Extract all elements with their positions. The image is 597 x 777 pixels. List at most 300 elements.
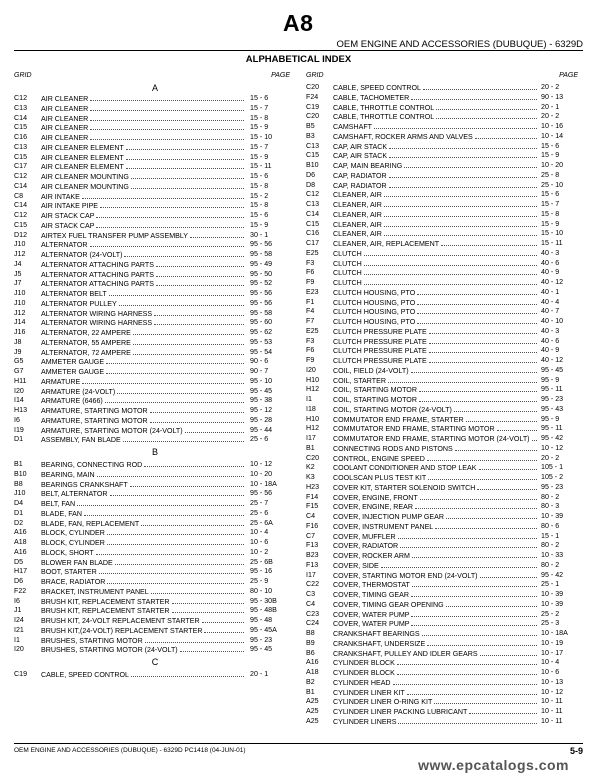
index-entry <box>306 717 584 727</box>
grid-ref: C4 <box>306 512 316 520</box>
entry-description: AMMETER GAUGE <box>41 358 105 367</box>
entry-description: COVER, TIMING GEAR <box>333 591 409 599</box>
index-entry <box>306 385 584 395</box>
page-ref: 10 - 4 <box>250 528 269 537</box>
index-entry <box>14 435 296 445</box>
index-entry <box>14 387 296 397</box>
index-entry <box>306 376 584 386</box>
entry-description: ALTERNATOR WIRING HARNESS <box>41 309 153 318</box>
entry-description-wrap <box>333 327 539 337</box>
dot-leader <box>412 580 537 587</box>
dot-leader <box>204 626 244 633</box>
entry-description-wrap <box>333 346 539 356</box>
grid-column-label: GRID <box>14 72 32 79</box>
dot-leader <box>429 346 537 353</box>
index-entry <box>306 697 584 707</box>
grid-ref: C8 <box>14 191 24 200</box>
entry-description-wrap <box>41 279 246 289</box>
entry-description-wrap <box>41 240 246 250</box>
page-ref: 10 - 33 <box>541 551 564 559</box>
grid-ref: C12 <box>14 94 28 102</box>
page-ref: 25 - 6 <box>250 508 269 517</box>
grid-ref: J7 <box>14 279 22 288</box>
index-entry <box>306 619 584 629</box>
entry-description: COVER, MUFFLER <box>333 532 396 541</box>
grid-ref: H23 <box>306 482 320 491</box>
entry-description: AMMETER GAUGE <box>41 368 105 376</box>
index-entry <box>306 268 584 278</box>
entry-description: COVER, WATER PUMP <box>333 610 410 619</box>
dot-leader <box>172 606 244 613</box>
entry-description-wrap <box>41 318 246 328</box>
dot-leader <box>109 289 244 296</box>
page-ref: 30 - 1 <box>250 230 269 239</box>
grid-ref: C13 <box>14 103 28 112</box>
index-entry <box>306 415 584 425</box>
entry-description: BLOCK, SHORT <box>41 548 94 557</box>
entry-description-wrap <box>41 133 246 143</box>
index-entry <box>14 133 296 143</box>
index-entry <box>306 405 584 415</box>
entry-description: ALTERNATOR, 55 AMPERE <box>41 338 131 347</box>
grid-ref: D5 <box>14 557 24 566</box>
entry-description: ALTERNATOR, 72 AMPERE <box>41 348 131 357</box>
entry-description-wrap <box>41 377 246 387</box>
index-entry <box>306 707 584 717</box>
page-ref: 95 - 49 <box>250 259 273 268</box>
dot-leader <box>133 338 244 345</box>
entry-description: COMMUTATOR END FRAME, STARTER <box>333 415 464 424</box>
dot-leader <box>202 616 244 623</box>
index-entry <box>14 597 296 607</box>
entry-description: AIR STACK CAP <box>41 212 95 220</box>
grid-ref: B3 <box>306 131 315 140</box>
grid-ref: G5 <box>14 357 24 366</box>
index-entry <box>306 249 584 259</box>
grid-ref: C14 <box>14 201 28 210</box>
entry-description: COVER, SIDE <box>333 561 379 570</box>
entry-description-wrap <box>41 299 246 309</box>
index-entry <box>14 182 296 192</box>
grid-ref: A16 <box>306 658 319 667</box>
dot-leader <box>172 597 244 604</box>
grid-ref: C23 <box>306 609 320 618</box>
page-ref: 105 - 1 <box>541 463 564 472</box>
dot-leader <box>130 480 244 487</box>
index-entry <box>14 328 296 338</box>
section-title: OEM ENGINE AND ACCESSORIES (DUBUQUE) - 6329D <box>336 39 583 50</box>
entry-description: BLADE, FAN, REPLACEMENT <box>41 519 140 528</box>
entry-description: COVER, ENGINE, REAR <box>333 503 414 512</box>
index-entry <box>14 279 296 289</box>
dot-leader <box>180 645 244 652</box>
entry-description: COVER, INSTRUMENT PANEL <box>333 522 434 531</box>
entry-description-wrap <box>333 181 539 191</box>
page-ref: 95 - 53 <box>250 337 273 346</box>
entry-description-wrap <box>333 385 539 395</box>
page-ref: 95 - 50 <box>250 269 273 278</box>
index-column-right <box>306 72 584 727</box>
page-ref: 10 - 11 <box>541 697 563 706</box>
index-entry <box>306 571 584 581</box>
dot-leader <box>429 337 537 344</box>
grid-ref: I6 <box>14 415 20 424</box>
page-ref: 15 - 11 <box>250 162 272 171</box>
index-entry <box>306 229 584 239</box>
entry-description-wrap <box>41 626 246 636</box>
dot-leader <box>107 577 244 584</box>
entry-description-wrap <box>333 190 539 200</box>
entry-description-wrap <box>333 278 539 288</box>
entry-description-wrap <box>41 636 246 646</box>
index-entry <box>14 104 296 114</box>
index-entry <box>306 200 584 210</box>
grid-ref: C15 <box>14 220 28 229</box>
page-column-label: PAGE <box>271 72 290 79</box>
page-ref: 15 - 8 <box>250 201 269 210</box>
page-ref: 95 - 23 <box>250 635 273 644</box>
grid-ref: J10 <box>14 240 26 249</box>
entry-description-wrap <box>41 406 246 416</box>
entry-description: CYLINDER HEAD <box>333 678 391 687</box>
page-ref: 95 - 38 <box>250 396 273 405</box>
page-ref: 15 - 6 <box>250 94 269 102</box>
entry-description-wrap <box>333 132 539 142</box>
grid-ref: B8 <box>306 629 315 637</box>
grid-ref: D6 <box>14 577 24 585</box>
grid-ref: F22 <box>14 586 27 595</box>
grid-ref: E25 <box>306 248 319 257</box>
entry-description: AIR STACK CAP <box>41 221 95 230</box>
page-ref: 95 - 23 <box>541 482 564 491</box>
entry-description-wrap <box>41 538 246 548</box>
grid-ref: F13 <box>306 560 319 569</box>
entry-description-wrap <box>41 143 246 153</box>
entry-description: CLUTCH PRESSURE PLATE <box>333 357 427 365</box>
entry-description-wrap <box>333 434 539 444</box>
grid-ref: C20 <box>306 453 320 462</box>
grid-ref: B2 <box>306 677 315 686</box>
section-letter: B <box>151 447 158 457</box>
index-entry <box>306 317 584 327</box>
grid-ref: F24 <box>306 92 319 101</box>
entry-description-wrap <box>41 587 246 597</box>
entry-description-wrap <box>333 395 539 405</box>
page-ref: 10 - 20 <box>250 469 273 478</box>
entry-description: CRANKSHAFT BEARINGS <box>333 630 420 638</box>
index-entry <box>306 395 584 405</box>
page-ref: 20 - 2 <box>541 112 560 121</box>
grid-ref: F3 <box>306 336 315 345</box>
page-ref: 95 - 23 <box>541 395 564 403</box>
index-entry <box>306 307 584 317</box>
entry-description: COOLANT CONDITIONER AND STOP LEAK <box>333 464 477 473</box>
index-entry <box>14 606 296 616</box>
grid-ref: I20 <box>14 645 24 654</box>
grid-ref: K2 <box>306 463 315 472</box>
entry-description-wrap <box>41 548 246 558</box>
grid-ref: J10 <box>14 289 26 297</box>
page-ref: 80 - 2 <box>541 560 560 569</box>
grid-ref: I1 <box>14 635 20 644</box>
grid-ref: C15 <box>14 123 28 132</box>
entry-description: ALTERNATOR BELT <box>41 290 107 298</box>
page-ref: 10 - 39 <box>541 590 564 598</box>
entry-description: CAMSHAFT <box>333 123 373 131</box>
page-ref: 95 - 12 <box>250 406 273 414</box>
entry-description-wrap <box>41 519 246 529</box>
entry-description: COIL, STARTING MOTOR <box>333 386 417 395</box>
grid-ref: H17 <box>14 567 28 576</box>
dot-leader <box>441 239 537 246</box>
entry-description-wrap <box>41 558 246 568</box>
entry-description-wrap <box>41 348 246 358</box>
page-ref: 15 - 11 <box>541 239 563 247</box>
dot-leader <box>384 229 537 236</box>
entry-description: AIR CLEANER <box>41 134 89 142</box>
grid-ref: C17 <box>14 162 28 171</box>
entry-description: COOLSCAN PLUS TEST KIT <box>333 474 427 482</box>
index-entry <box>306 483 584 493</box>
entry-description-wrap <box>333 512 539 522</box>
entry-description-wrap <box>333 444 539 454</box>
dot-leader <box>435 522 537 529</box>
entry-description-wrap <box>333 502 539 512</box>
page-ref: 25 - 7 <box>250 499 269 507</box>
grid-ref: C15 <box>306 151 320 160</box>
index-entry <box>14 416 296 426</box>
grid-ref: A18 <box>306 668 319 676</box>
index-entry <box>14 114 296 124</box>
index-entry <box>306 600 584 610</box>
dot-leader <box>427 454 537 461</box>
dot-leader <box>107 528 244 535</box>
dot-leader <box>124 250 244 257</box>
index-entry <box>306 122 584 132</box>
index-entry <box>14 480 296 490</box>
page-ref: 10 - 18A <box>250 479 277 488</box>
dot-leader <box>150 416 244 423</box>
entry-description: COVER, ENGINE, FRONT <box>333 493 418 502</box>
dot-leader <box>90 123 244 130</box>
page-ref: 95 - 48 <box>250 616 273 624</box>
grid-ref: C13 <box>306 141 320 150</box>
entry-description-wrap <box>333 93 539 103</box>
entry-description: CRANKSHAFT, UNDERSIZE <box>333 639 426 648</box>
entry-description: CABLE, THROTTLE CONTROL <box>333 113 435 122</box>
grid-ref: H10 <box>306 375 320 384</box>
dot-leader <box>96 548 244 555</box>
entry-description-wrap <box>41 597 246 607</box>
entry-description: BRACKET, INSTRUMENT PANEL <box>41 587 149 596</box>
dot-leader <box>126 153 244 160</box>
grid-ref: A18 <box>14 538 27 546</box>
page-ref: 95 - 62 <box>250 328 273 336</box>
index-entry <box>306 668 584 678</box>
page-column-label: PAGE <box>559 72 578 79</box>
entry-description: CAP, MAIN BEARING <box>333 162 403 170</box>
index-entry <box>14 299 296 309</box>
entry-description: BEARINGS CRANKSHAFT <box>41 480 128 489</box>
entry-description: ALTERNATOR ATTACHING PARTS <box>41 270 154 279</box>
entry-description-wrap <box>333 337 539 347</box>
page-ref: 15 - 10 <box>250 133 273 141</box>
index-entry <box>14 270 296 280</box>
entry-description: CLUTCH HOUSING, PTO <box>333 308 416 317</box>
dot-leader <box>82 192 244 199</box>
entry-description-wrap <box>41 162 246 172</box>
dot-leader <box>480 571 537 578</box>
index-entry <box>306 434 584 444</box>
grid-ref: J5 <box>14 269 22 278</box>
entry-description-wrap <box>333 405 539 415</box>
entry-description: COMMUTATOR END FRAME, STARTING MOTOR <box>333 425 495 434</box>
index-column-left <box>14 72 296 680</box>
entry-description-wrap <box>41 645 246 655</box>
entry-description-wrap <box>333 103 539 113</box>
index-entry <box>14 489 296 499</box>
index-entry <box>306 327 584 337</box>
page-ref: 10 - 12 <box>541 687 564 696</box>
page-ref: 95 - 42 <box>541 434 564 442</box>
grid-ref: D8 <box>306 180 316 189</box>
grid-ref: I17 <box>306 434 316 442</box>
grid-ref: I14 <box>14 396 24 405</box>
index-entry <box>14 577 296 587</box>
index-entry <box>14 406 296 416</box>
entry-description: BRUSHES, STARTING MOTOR <box>41 636 143 645</box>
dot-leader <box>99 567 244 574</box>
entry-description: CLUTCH <box>333 269 362 278</box>
entry-description-wrap <box>41 104 246 114</box>
entry-description-wrap <box>333 249 539 259</box>
dot-leader <box>417 298 537 305</box>
entry-description: AIR INTAKE PIPE <box>41 202 99 211</box>
dot-leader <box>133 348 244 355</box>
dot-leader <box>436 103 537 110</box>
entry-description-wrap <box>41 489 246 499</box>
page-ref: 95 - 48B <box>250 606 277 615</box>
grid-ref: D2 <box>14 518 24 527</box>
dot-leader <box>97 470 244 477</box>
entry-description: CABLE, THROTTLE CONTROL <box>333 103 435 112</box>
index-entry <box>306 473 584 483</box>
index-entry <box>306 561 584 571</box>
page-ref: 15 - 7 <box>250 142 269 151</box>
page-ref: 10 - 20 <box>541 161 564 169</box>
grid-ref: J10 <box>14 298 26 307</box>
entry-description: AIR CLEANER <box>41 114 89 123</box>
dot-leader <box>480 649 537 656</box>
dot-leader <box>411 610 537 617</box>
page-ref: 10 - 16 <box>541 122 564 130</box>
page-ref: 15 - 8 <box>541 209 560 218</box>
dot-leader <box>156 260 244 267</box>
dot-leader <box>417 307 537 314</box>
index-entry <box>306 532 584 542</box>
entry-description-wrap <box>333 151 539 161</box>
grid-ref: I1 <box>306 395 312 403</box>
entry-description-wrap <box>41 250 246 260</box>
grid-ref: C24 <box>306 619 320 628</box>
entry-description: CLEANER, AIR <box>333 220 382 229</box>
dot-leader <box>455 444 537 451</box>
entry-description-wrap <box>333 454 539 464</box>
dot-leader <box>389 171 537 178</box>
dot-leader <box>364 278 537 285</box>
dot-leader <box>115 558 244 565</box>
entry-description: CLEANER, AIR <box>333 191 382 200</box>
page-ref: 95 - 60 <box>250 318 273 327</box>
grid-ref: C4 <box>306 599 316 608</box>
dot-leader <box>119 299 244 306</box>
index-entry <box>14 636 296 646</box>
entry-description-wrap <box>333 483 539 493</box>
page-ref: 25 - 9 <box>250 577 269 585</box>
entry-description-wrap <box>41 470 246 480</box>
dot-leader <box>106 357 244 364</box>
entry-description-wrap <box>333 649 539 659</box>
dot-leader <box>90 240 244 247</box>
page-ref: 25 - 6A <box>250 518 273 527</box>
grid-ref: H13 <box>14 406 28 414</box>
dot-leader <box>398 717 537 724</box>
index-entry <box>14 377 296 387</box>
entry-description: CLUTCH PRESSURE PLATE <box>333 337 427 346</box>
index-entry <box>14 470 296 480</box>
entry-description-wrap <box>333 493 539 503</box>
entry-description-wrap <box>333 590 539 600</box>
grid-ref: D6 <box>306 170 316 179</box>
dot-leader <box>131 182 244 189</box>
dot-leader <box>429 356 537 363</box>
column-header <box>306 72 584 83</box>
entry-description-wrap <box>333 376 539 386</box>
dot-leader <box>141 519 244 526</box>
dot-leader <box>434 697 537 704</box>
grid-ref: H12 <box>306 385 320 394</box>
entry-description: CLEANER, AIR <box>333 210 382 219</box>
dot-leader <box>131 670 244 677</box>
entry-description: COVER, INJECTION PUMP GEAR <box>333 513 445 521</box>
dot-leader <box>397 658 537 665</box>
grid-ref: B23 <box>306 551 319 559</box>
entry-description-wrap <box>41 426 246 436</box>
section-letter: A <box>151 83 158 93</box>
dot-leader <box>388 376 537 383</box>
page-ref: 40 - 7 <box>541 307 560 316</box>
grid-ref: G7 <box>14 367 24 375</box>
grid-ref: J10 <box>14 489 26 498</box>
page-ref: 95 - 11 <box>541 424 563 433</box>
dot-leader <box>422 629 537 636</box>
index-entry <box>306 522 584 532</box>
index-entry <box>14 670 296 680</box>
entry-description-wrap <box>41 616 246 626</box>
entry-description: ARMATURE, STARTING MOTOR (24-VOLT) <box>41 426 183 435</box>
entry-description-wrap <box>333 463 539 473</box>
page-ref: 10 - 19 <box>541 638 564 647</box>
page-ref: 15 - 6 <box>541 141 560 150</box>
entry-description: CAP, AIR STACK <box>333 142 388 151</box>
grid-ref: C20 <box>306 83 320 91</box>
dot-leader <box>154 309 244 316</box>
page-ref: 25 - 2 <box>541 609 560 618</box>
page-ref: 25 - 3 <box>541 619 560 628</box>
page-code: A8 <box>283 10 314 36</box>
dot-leader <box>107 538 244 545</box>
page-ref: 40 - 9 <box>541 268 560 277</box>
